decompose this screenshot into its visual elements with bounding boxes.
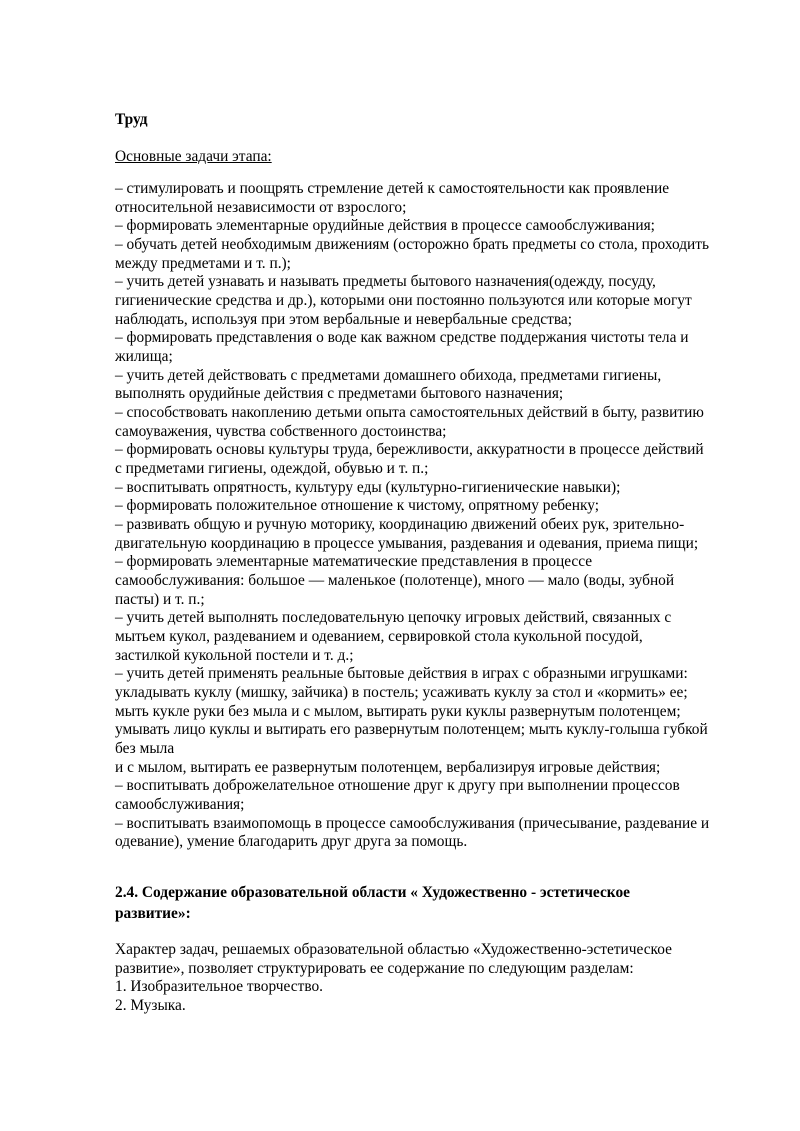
- task-line: – формировать основы культуры труда, бережливости, аккуратности в процессе действий: [115, 441, 704, 458]
- task-line: – учить детей выполнять последовательную цепочку игровых действий, связанных с: [115, 609, 672, 626]
- list-item: 2. Музыка.: [115, 997, 186, 1014]
- task-line: выполнять орудийные действия с предметами бытового назначения;: [115, 385, 564, 402]
- task-line: пасты) и т. п.;: [115, 591, 205, 608]
- task-line: – учить детей узнавать и называть предметы бытового назначения(одежду, посуду,: [115, 273, 656, 290]
- task-line: – воспитывать доброжелательное отношение друг к другу при выполнении процессов: [115, 777, 680, 794]
- intro-line: развитие», позволяет структурировать ее содержание по следующим разделам:: [115, 960, 634, 977]
- intro-line: Характер задач, решаемых образовательной областью «Художественно-эстетическое: [115, 941, 672, 958]
- subtitle: Основные задачи этапа:: [115, 148, 272, 165]
- task-line: – обучать детей необходимым движениям (осторожно брать предметы со стола, проходить: [115, 236, 710, 253]
- task-line: двигательную координацию в процессе умывания, раздевания и одевания, приема пищи;: [115, 535, 699, 552]
- task-line: – формировать элементарные орудийные действия в процессе самообслуживания;: [115, 217, 655, 234]
- task-line: относительной независимости от взрослого;: [115, 199, 407, 216]
- task-line: – учить детей применять реальные бытовые действия в играх с образными игрушками:: [115, 665, 688, 682]
- task-line: – формировать положительное отношение к чистому, опрятному ребенку;: [115, 497, 600, 514]
- task-line: без мыла: [115, 740, 175, 757]
- task-line: умывать лицо куклы и вытирать его развернутым полотенцем; мыть куклу-голыша губкой: [115, 721, 708, 738]
- task-line: застилкой кукольной постели и т. д.;: [115, 647, 354, 664]
- task-line: с предметами гигиены, одеждой, обувью и т. п.;: [115, 460, 429, 477]
- task-line: мытьем кукол, раздеванием и одеванием, сервировкой стола кукольной посудой,: [115, 628, 643, 645]
- section-heading-line: развитие»:: [115, 905, 191, 922]
- task-line: укладывать куклу (мишку, зайчика) в постель; усаживать куклу за стол и «кормить» ее;: [115, 684, 688, 701]
- task-line: – развивать общую и ручную моторику, координацию движений обеих рук, зрительно-: [115, 516, 685, 533]
- task-line: между предметами и т. п.);: [115, 255, 291, 272]
- task-line: – стимулировать и поощрять стремление детей к самостоятельности как проявление: [115, 180, 670, 197]
- task-line: самообслуживания: большое — маленькое (полотенце), много — мало (воды, зубной: [115, 572, 675, 589]
- task-line: – учить детей действовать с предметами домашнего обихода, предметами гигиены,: [115, 367, 662, 384]
- task-line: наблюдать, используя при этом вербальные и невербальные средства;: [115, 311, 573, 328]
- task-line: – способствовать накоплению детьми опыта самостоятельных действий в быту, развитию: [115, 404, 704, 421]
- task-line: самоуважения, чувства собственного достоинства;: [115, 423, 447, 440]
- task-line: и с мылом, вытирать ее развернутым полотенцем, вербализируя игровые действия;: [115, 759, 661, 776]
- task-line: самообслуживания;: [115, 796, 245, 813]
- section-heading-line: 2.4. Содержание образовательной области « Художественно - эстетическое: [115, 884, 630, 901]
- section-title: Труд: [115, 111, 148, 128]
- task-line: – формировать представления о воде как важном средстве поддержания чистоты тела и: [115, 329, 689, 346]
- task-line: одевание), умение благодарить друг друга за помощь.: [115, 833, 468, 850]
- task-line: – формировать элементарные математические представления в процессе: [115, 553, 593, 570]
- task-line: мыть кукле руки без мыла и с мылом, вытирать руки куклы развернутым полотенцем;: [115, 703, 681, 720]
- task-line: – воспитывать взаимопомощь в процессе самообслуживания (причесывание, раздевание и: [115, 815, 710, 832]
- task-line: – воспитывать опрятность, культуру еды (культурно-гигиенические навыки);: [115, 479, 621, 496]
- task-line: гигиенические средства и др.), которыми они постоянно пользуются или которые могут: [115, 292, 692, 309]
- task-line: жилища;: [115, 348, 173, 365]
- list-item: 1. Изобразительное творчество.: [115, 978, 324, 995]
